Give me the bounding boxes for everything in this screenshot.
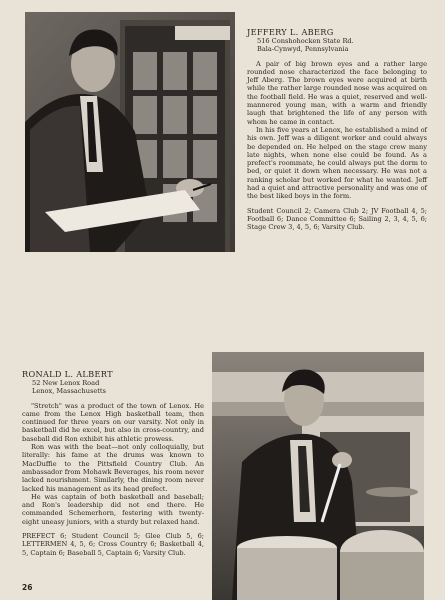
student-photo-aberg bbox=[25, 12, 235, 252]
student-name: RONALD L. ALBERT bbox=[22, 369, 113, 379]
bio-paragraph: In his five years at Lenox, he established a mind of his own. Jeff was a diligent worker and could always be depended on. He helped on the stage crew many late nights, when none else could be found. As a prefect's roommate, he could always put the dorm to bed, or quiet it down when necessary. He was not a ranking scholar but worked for what he wanted. Jeff had a quiet and attractive personality and was one of the best liked boys in the form. bbox=[247, 125, 427, 201]
bio-paragraph: A pair of big brown eyes and a rather large rounded nose characterized the face belonging to Jeff Aberg. The brown eyes were acquired at birth while the rather large rounded nose was acquired on the football field. He was a quiet, reserved and well-mannered young man, with a warm and friendly laugh that brightened the life of any person with whom he came in contact. bbox=[247, 59, 427, 126]
bio-paragraph: He was captain of both basketball and baseball; and Ron's leadership did not end there. He commanded Schemerhorn, festering with twenty-eight uneasy juniors, with a sturdy but relaxed hand. bbox=[22, 492, 204, 526]
student-address-street: 52 New Lenox Road bbox=[32, 379, 100, 387]
student-address-city: Bala-Cynwyd, Pennsylvania bbox=[257, 45, 349, 54]
bio-paragraph: "Stretch" was a product of the town of Lenox. He came from the Lenox High basketball team, then continued for three years on our varsity. Not only in basketball did he excel, but also in cross-country, and baseball did Ron exhibit his athletic prowess. bbox=[22, 401, 204, 443]
photo-aberg-image bbox=[25, 12, 235, 252]
student-address-street: 516 Conshohocken State Rd. bbox=[257, 37, 354, 45]
student-photo-albert bbox=[212, 352, 424, 600]
student-address-city: Lenox, Massachusetts bbox=[32, 387, 106, 396]
bio-aberg bbox=[247, 27, 427, 232]
student-activities: Student Council 2; Camera Club 2; JV Football 4, 5; Football 6; Dance Committee 6; Sailing 2, 3, 4, 5, 6; Stage Crew 3, 4, 5, 6; Varsity Club. bbox=[247, 206, 427, 232]
bio-albert bbox=[22, 369, 204, 557]
page-number: 26 bbox=[22, 583, 33, 592]
photo-albert-image bbox=[212, 352, 424, 600]
bio-paragraph: Ron was with the beat—not only colloquially, but literally: his fame at the drums was known to MacDuffie to the Pittsfield Country Club. An ambassador from Mohawk Beverages, his room never lacked nourishment. Similarly, the dining room never lacked his management as its head prefect. bbox=[22, 443, 204, 493]
student-name: JEFFERY L. ABERG bbox=[247, 27, 334, 37]
student-activities: PREFECT 6; Student Council 5; Glee Club 5, 6; LETTERMEN 4, 5, 6; Cross Country 6; Basketball 4, 5, Captain 6; Baseball 5, Captain 6; Varsity Club. bbox=[22, 532, 204, 557]
